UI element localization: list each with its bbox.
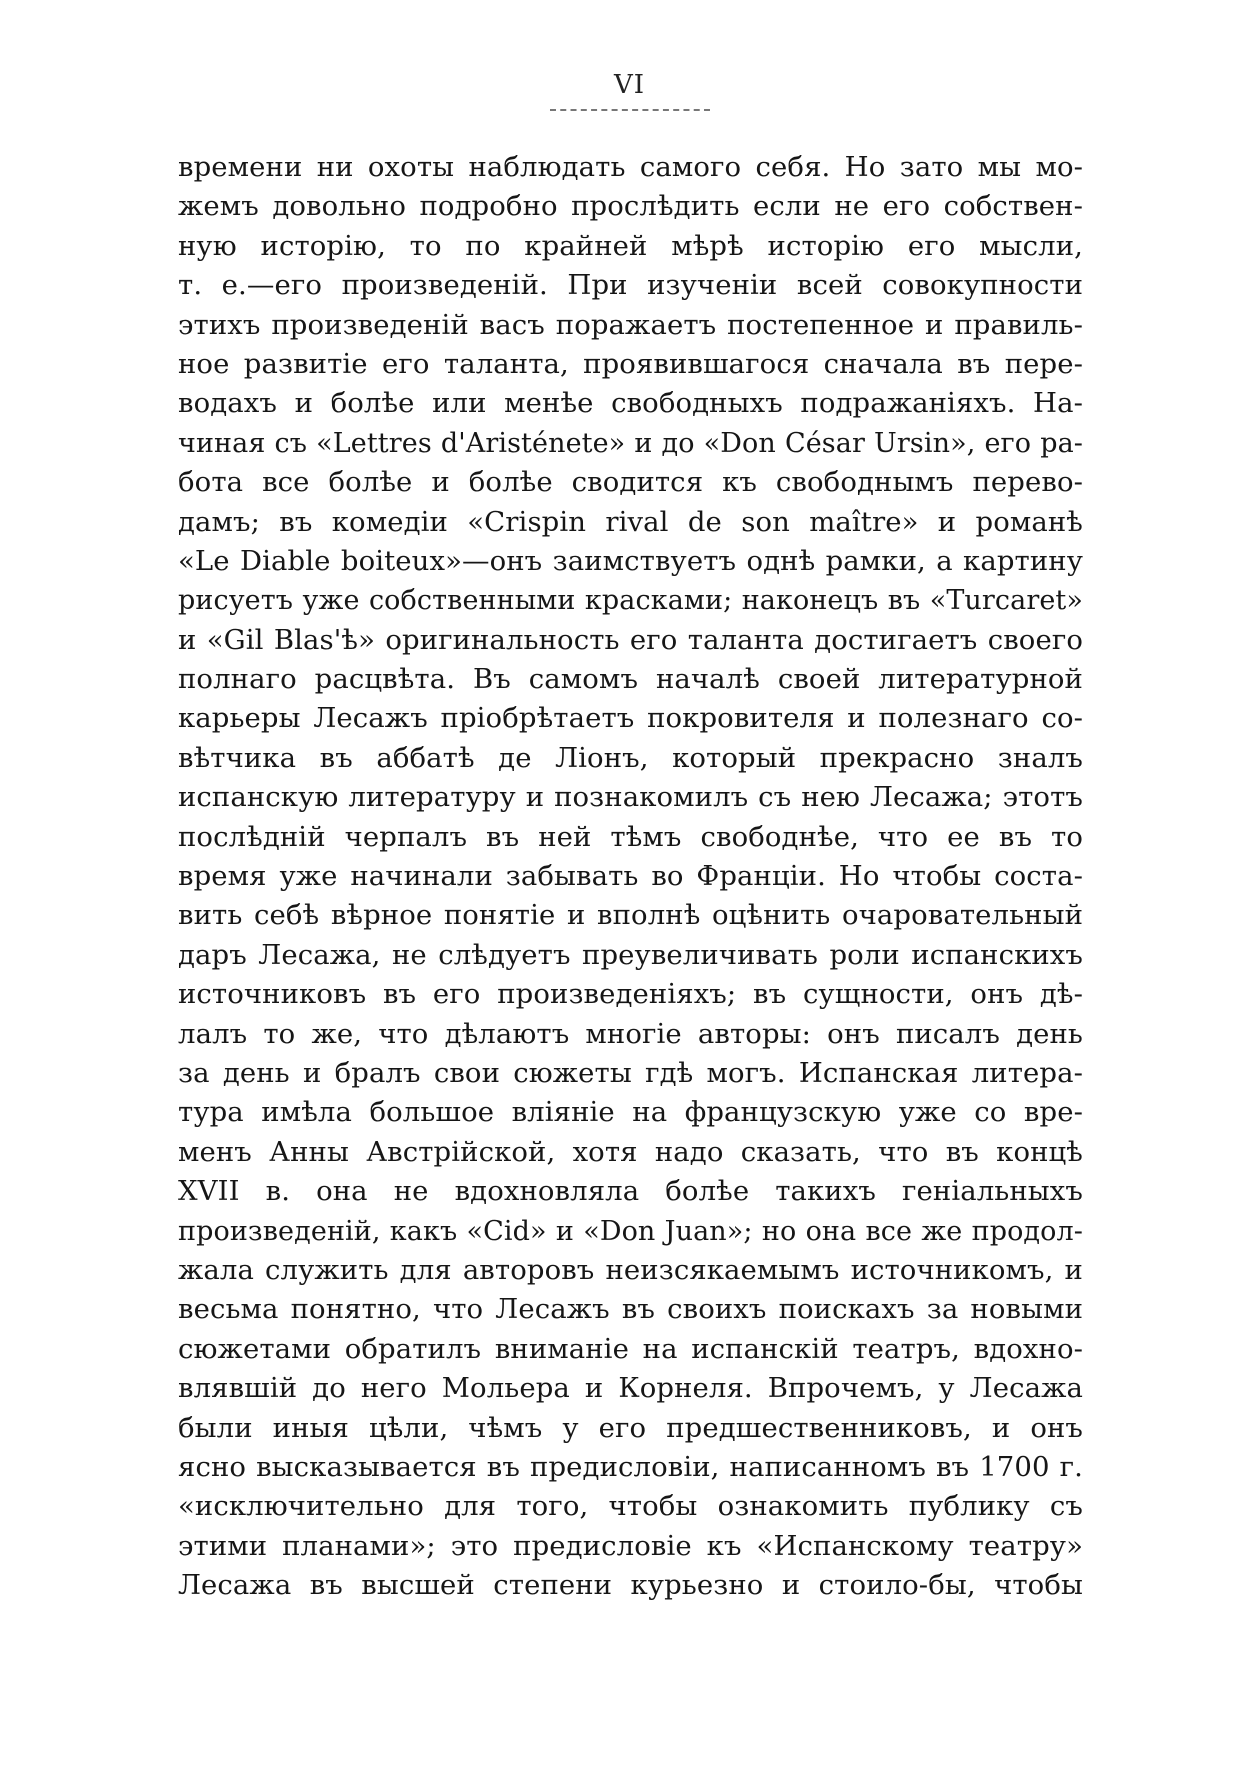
text-line: время уже начинали забывать во Франціи. Но чтобы соста- xyxy=(178,860,1083,893)
text-line: послѣдній черпалъ въ ней тѣмъ свободнѣе, что ее въ то xyxy=(178,820,1083,853)
text-line: тура имѣла большое вліяніе на французскую уже со вре- xyxy=(178,1096,1083,1129)
text-line: карьеры Лесажъ пріобрѣтаетъ покровителя и полезнаго со- xyxy=(178,702,1083,735)
text-line: водахъ и болѣе или менѣе свободныхъ подражаніяхъ. На- xyxy=(178,387,1083,420)
text-line: XVII в. она не вдохновляла болѣе такихъ геніальныхъ xyxy=(178,1175,1083,1208)
text-line: «исключительно для того, чтобы ознакомить публику съ xyxy=(178,1490,1083,1523)
text-line: Лесажа въ высшей степени курьезно и стоило-бы, чтобы xyxy=(178,1569,1083,1602)
page-number: VI xyxy=(613,70,646,100)
text-line: ную исторію, то по крайней мѣрѣ исторію его мысли, xyxy=(178,229,1083,262)
text-line: были иныя цѣли, чѣмъ у его предшественниковъ, и онъ xyxy=(178,1411,1083,1444)
text-line: этими планами»; это предисловіе къ «Испанскому театру» xyxy=(178,1529,1083,1562)
text-line: бота все болѣе и болѣе сводится къ свободнымъ перево- xyxy=(178,466,1083,499)
header-rule xyxy=(550,109,710,111)
body-text xyxy=(178,148,1083,1605)
text-line: «Le Diable boiteux»—онъ заимствуетъ однѣ рамки, а картину xyxy=(178,544,1083,577)
text-line: весьма понятно, что Лесажъ въ своихъ поискахъ за новыми xyxy=(178,1293,1083,1326)
text-line: влявшій до него Мольера и Корнеля. Впрочемъ, у Лесажа xyxy=(178,1372,1083,1405)
text-line: чиная съ «Lettres d'Aristénete» и до «Don César Ursin», его ра- xyxy=(178,427,1083,459)
text-line: рисуетъ уже собственными красками; наконецъ въ «Turcaret» xyxy=(178,585,1083,617)
text-line: источниковъ въ его произведеніяхъ; въ сущности, онъ дѣ- xyxy=(178,978,1083,1011)
text-line: жемъ довольно подробно прослѣдить если не его собствен- xyxy=(178,190,1083,223)
text-line: т. е.—его произведеній. При изученіи всей совокупности xyxy=(178,269,1083,302)
text-line: ное развитіе его таланта, проявившагося сначала въ пере- xyxy=(178,347,1083,380)
text-line: менъ Анны Австрійской, хотя надо сказать, что въ концѣ xyxy=(178,1135,1083,1168)
text-line: испанскую литературу и познакомилъ съ нею Лесажа; этотъ xyxy=(178,781,1083,814)
text-line: полнаго расцвѣта. Въ самомъ началѣ своей литературной xyxy=(178,663,1083,696)
text-line: жала служить для авторовъ неизсякаемымъ источникомъ, и xyxy=(178,1253,1083,1286)
text-line: этихъ произведеній васъ поражаетъ постепенное и правиль- xyxy=(178,308,1083,341)
text-line: вить себѣ вѣрное понятіе и вполнѣ оцѣнить очаровательный xyxy=(178,899,1083,932)
text-line: лалъ то же, что дѣлаютъ многіе авторы: онъ писалъ день xyxy=(178,1017,1083,1050)
text-line: сюжетами обратилъ вниманіе на испанскій театръ, вдохно- xyxy=(178,1332,1083,1365)
text-line: дамъ; въ комедіи «Crispin rival de son maître» и романѣ xyxy=(178,505,1083,538)
text-line: произведеній, какъ «Cid» и «Don Juan»; но она все же продол- xyxy=(178,1215,1083,1247)
text-line: ясно высказывается въ предисловіи, написанномъ въ 1700 г. xyxy=(178,1450,1083,1483)
text-line: и «Gil Blas'ѣ» оригинальность его таланта достигаетъ своего xyxy=(178,623,1083,656)
text-line: даръ Лесажа, не слѣдуетъ преувеличивать роли испанскихъ xyxy=(178,938,1083,971)
text-line: за день и бралъ свои сюжеты гдѣ могъ. Испанская литера- xyxy=(178,1056,1083,1089)
text-line: времени ни охоты наблюдать самого себя. Но зато мы мо- xyxy=(178,151,1083,183)
text-line: вѣтчика въ аббатѣ де Ліонъ, который прекрасно зналъ xyxy=(178,741,1083,774)
